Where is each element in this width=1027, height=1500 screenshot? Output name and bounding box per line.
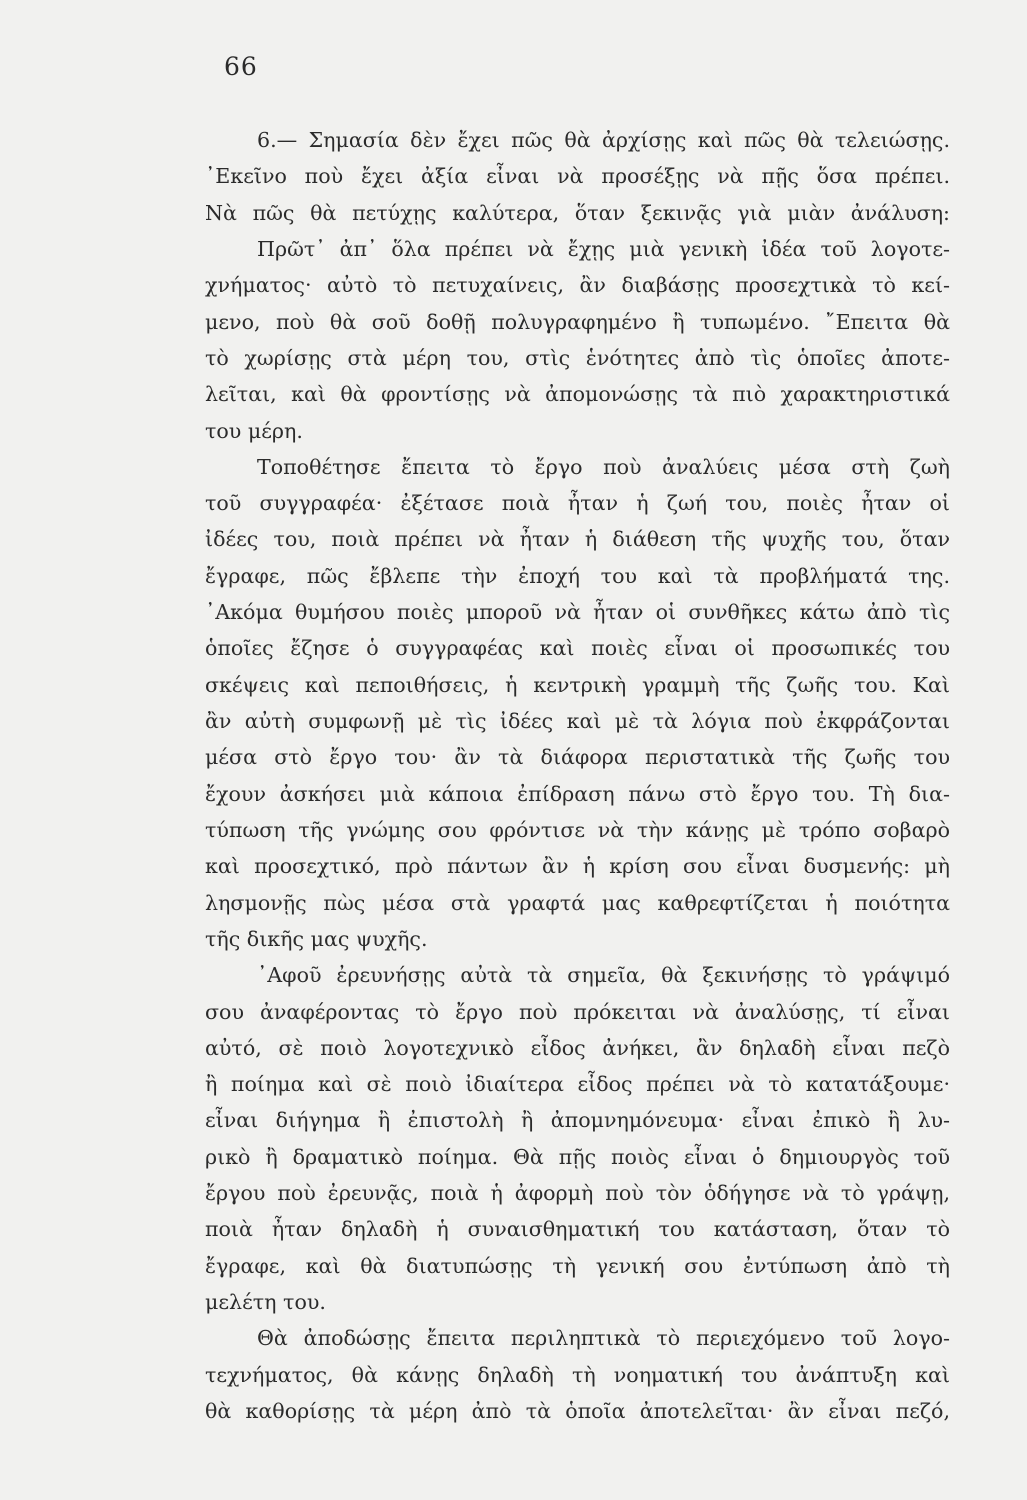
text-line: 6.— Σημασία δὲν ἔχει πῶς θὰ ἀρχίσῃς καὶ πῶς θὰ τελειώσῃς. [257, 128, 950, 152]
text-line: ἔγραφε, καὶ θὰ διατυπώσῃς τὴ γενική σου ἐντύπωση ἀπὸ τὴ [205, 1253, 950, 1278]
text-line: ἔργου ποὺ ἐρευνᾷς, ποιὰ ἡ ἀφορμὴ ποὺ τὸν ὁδήγησε νὰ τὸ γράψῃ, [205, 1181, 950, 1206]
text-line: ἢ ποίημα καὶ σὲ ποιὸ ἰδιαίτερα εἶδος πρέπει νὰ τὸ κατατάξουμε· [205, 1072, 950, 1097]
text-line: του μέρη. [205, 418, 303, 443]
text-line: καὶ προσεχτικό, πρὸ πάντων ἂν ἡ κρίση σου εἶναι δυσμενής: μὴ [205, 854, 950, 879]
text-line: σκέψεις καὶ πεποιθήσεις, ἡ κεντρικὴ γραμμὴ τῆς ζωῆς του. Καὶ [205, 672, 950, 697]
text-line: τεχνήματος, θὰ κάνῃς δηλαδὴ τὴ νοηματική του ἀνάπτυξη καὶ [205, 1362, 950, 1387]
text-line: τύπωση τῆς γνώμης σου φρόντισε νὰ τὴν κάνῃς μὲ τρόπο σοβαρὸ [205, 817, 950, 842]
text-line: εἶναι διήγημα ἢ ἐπιστολὴ ἢ ἀπομνημόνευμα· εἶναι ἐπικὸ ἢ λυ- [205, 1108, 950, 1133]
text-line: τῆς δικῆς μας ψυχῆς. [205, 926, 428, 951]
text-line: μέσα στὸ ἔργο του· ἂν τὰ διάφορα περιστατικὰ τῆς ζωῆς του [205, 745, 950, 770]
text-line: Τοποθέτησε ἔπειτα τὸ ἔργο ποὺ ἀναλύεις μέσα στὴ ζωὴ [257, 454, 950, 479]
text-line: ᾿Ακόμα θυμήσου ποιὲς μποροῦ νὰ ἦταν οἱ συνθῆκες κάτω ἀπὸ τὶς [205, 600, 950, 625]
text-line: ἰδέες του, ποιὰ πρέπει νὰ ἦταν ἡ διάθεση τῆς ψυχῆς του, ὅταν [205, 527, 950, 552]
text-line: λησμονῇς πὼς μέσα στὰ γραφτά μας καθρεφτίζεται ἡ ποιότητα [205, 890, 950, 915]
text-line: ὁποῖες ἔζησε ὁ συγγραφέας καὶ ποιὲς εἶναι οἱ προσωπικές του [205, 636, 950, 661]
text-line: Θὰ ἀποδώσῃς ἔπειτα περιληπτικὰ τὸ περιεχόμενο τοῦ λογο- [257, 1326, 950, 1351]
text-line: ἔγραφε, πῶς ἔβλεπε τὴν ἐποχή του καὶ τὰ προβλήματά της. [205, 563, 950, 588]
text-line: σου ἀναφέροντας τὸ ἔργο ποὺ πρόκειται νὰ ἀναλύσῃς, τί εἶναι [205, 999, 950, 1024]
text-line: ἂν αὐτὴ συμφωνῇ μὲ τὶς ἰδέες καὶ μὲ τὰ λόγια ποὺ ἐκφράζονται [205, 709, 950, 733]
text-line: λεῖται, καὶ θὰ φροντίσῃς νὰ ἀπομονώσῃς τὰ πιὸ χαρακτηριστικά [205, 382, 950, 407]
text-line: τὸ χωρίσῃς στὰ μέρη του, στὶς ἑνότητες ἀπὸ τὶς ὁποῖες ἀποτε- [205, 345, 950, 370]
text-line: ᾿Αφοῦ ἐρευνήσῃς αὐτὰ τὰ σημεῖα, θὰ ξεκινήσῃς τὸ γράψιμό [257, 963, 950, 988]
text-line: αὐτό, σὲ ποιὸ λογοτεχνικὸ εἶδος ἀνήκει, ἂν δηλαδὴ εἶναι πεζὸ [205, 1035, 950, 1060]
page-number: 66 [224, 52, 258, 81]
text-line: ρικὸ ἢ δραματικὸ ποίημα. Θὰ πῇς ποιὸς εἶναι ὁ δημιουργὸς τοῦ [205, 1144, 950, 1169]
text-line: τοῦ συγγραφέα· ἐξέτασε ποιὰ ἦταν ἡ ζωή του, ποιὲς ἦταν οἱ [205, 491, 950, 516]
text-line: θὰ καθορίσῃς τὰ μέρη ἀπὸ τὰ ὁποῖα ἀποτελεῖται· ἂν εἶναι πεζό, [205, 1398, 950, 1423]
body-text [205, 122, 950, 1429]
text-line: ποιὰ ἦταν δηλαδὴ ἡ συναισθηματική του κατάσταση, ὅταν τὸ [205, 1217, 950, 1242]
text-line: Νὰ πῶς θὰ πετύχῃς καλύτερα, ὅταν ξεκινᾷς γιὰ μιὰν ἀνάλυση: [205, 200, 950, 225]
text-line: Πρῶτ᾿ ἀπ᾿ ὅλα πρέπει νὰ ἔχῃς μιὰ γενικὴ ἰδέα τοῦ λογοτε- [257, 236, 950, 261]
text-line: χνήματος· αὐτὸ τὸ πετυχαίνεις, ἂν διαβάσῃς προσεχτικὰ τὸ κεί- [205, 273, 950, 298]
text-line: ἔχουν ἀσκήσει μιὰ κάποια ἐπίδραση πάνω στὸ ἔργο του. Τὴ δια- [205, 781, 950, 806]
text-line: ᾿Εκεῖνο ποὺ ἔχει ἀξία εἶναι νὰ προσέξῃς νὰ πῇς ὅσα πρέπει. [205, 164, 950, 189]
text-line: μενο, ποὺ θὰ σοῦ δοθῇ πολυγραφημένο ἢ τυπωμένο. ῎Επειτα θὰ [205, 309, 950, 334]
text-line: μελέτη του. [205, 1290, 326, 1314]
